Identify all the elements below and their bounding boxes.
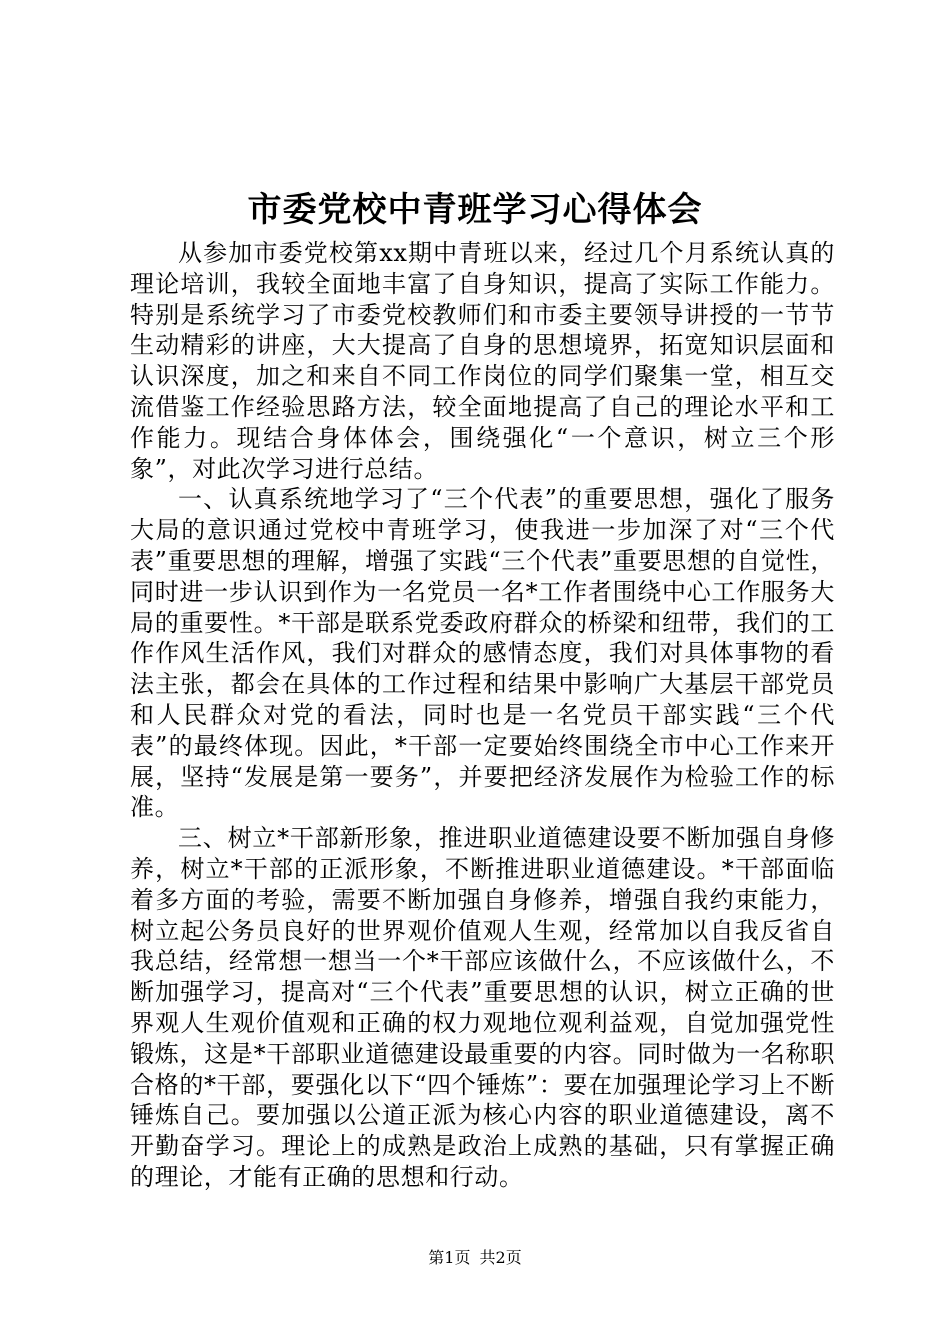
paragraph-section-one: 一、认真系统地学习了“三个代表”的重要思想，强化了服务大局的意识通过党校中青班学习，使我进一步加深了对“三个代表”重要思想的理解，增强了实践“三个代表”重要思想的自觉性，同时进一步认识到作为一名党员一名*工作者围绕中心工作服务大局的重要性。*干部是联系党委政府群众的桥梁和纽带，我们的工作作风生活作风，我们对群众的感情态度，我们对具体事物的看法主张，都会在具体的工作过程和结果中影响广大基层干部党员和人民群众对党的看法，同时也是一名党员干部实践“三个代表”的最终体现。因此，*干部一定要始终围绕全市中心工作来开展，坚持“发展是第一要务”，并要把经济发展作为检验工作的标准。 <box>130 485 835 822</box>
document-title: 市委党校中青班学习心得体会 <box>247 190 703 230</box>
page-total: 共2页 <box>479 1248 522 1267</box>
paragraph-section-three: 三、树立*干部新形象，推进职业道德建设要不断加强自身修养，树立*干部的正派形象，不断推进职业道德建设。*干部面临着多方面的考验，需要不断加强自身修养，增强自我约束能力，树立起公务员良好的世界观价值观人生观，经常加以自我反省自我总结，经常想一想当一个*干部应该做什么，不应该做什么，不断加强学习，提高对“三个代表”重要思想的认识，树立正确的世界观人生观价值观和正确的权力观地位观利益观，自觉加强党性锻炼，这是*干部职业道德建设最重要的内容。同时做为一名称职合格的*干部，要强化以下“四个锤炼”：要在加强理论学习上不断锤炼自己。要加强以公道正派为核心内容的职业道德建设，离不开勤奋学习。理论上的成熟是政治上成熟的基础，只有掌握正确的理论，才能有正确的思想和行动。 <box>130 824 835 1191</box>
page-footer <box>0 1248 950 1268</box>
page-number: 第1页 <box>428 1248 471 1267</box>
document-body <box>130 238 835 1193</box>
paragraph-intro: 从参加市委党校第xx期中青班以来，经过几个月系统认真的理论培训，我较全面地丰富了自身知识，提高了实际工作能力。特别是系统学习了市委党校教师们和市委主要领导讲授的一节节生动精彩的讲座，大大提高了自身的思想境界，拓宽知识层面和认识深度，加之和来自不同工作岗位的同学们聚集一堂，相互交流借鉴工作经验思路方法，较全面地提高了自己的理论水平和工作能力。现结合身体体会，围绕强化“一个意识，树立三个形象”，对此次学习进行总结。 <box>130 239 835 483</box>
